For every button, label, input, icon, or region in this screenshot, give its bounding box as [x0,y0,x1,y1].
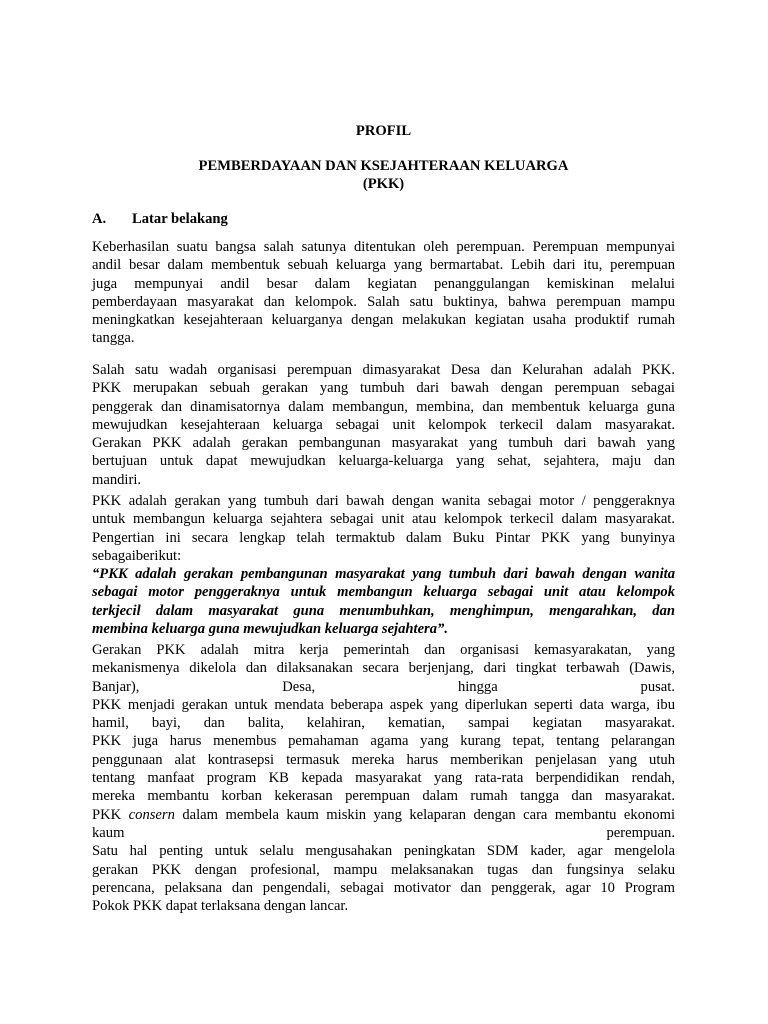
document-subtitle: PEMBERDAYAAN DAN KSEJAHTERAAN KELUARGA [198,158,569,174]
italic-term: consern [128,806,175,823]
paragraph-2 [92,361,675,489]
paragraph-line: mekanismenya dikelola dan dilaksanakan secara berjenjang, dari tingkat terbawah (Dawis, [92,660,675,677]
paragraph-line: PKK merupakan sebuah gerakan yang tumbuh dari bawah dengan perempuan sebagai [92,380,675,397]
paragraph-line: Satu hal penting untuk selalu mengusahakan peningkatan SDM kader, agar mengelola [92,843,675,860]
quote-line: membina keluarga guna mewujudkan keluarga sejahtera”. [92,621,448,638]
paragraph-line: Gerakan PKK adalah mitra kerja pemerintah dan organisasi kemasyarakatan, yang [92,642,675,658]
paragraph-line: Gerakan PKK adalah gerakan pembangunan masyarakat yang tumbuh dari bawah yang [92,435,675,452]
paragraph-line: mandiri. [92,471,142,488]
quote-line: “PKK adalah gerakan pembangunan masyarakat yang tumbuh dari bawah dengan wanita [92,566,675,583]
paragraph-line: pemberdayaan masyarakat dan kelompok. Salah satu buktinya, bahwa perempuan mampu [92,293,675,310]
paragraph-line: perencana, pelaksana dan pengendali, sebagai motivator dan penggerak, agar 10 Program [92,879,675,896]
paragraph-1 [92,238,675,348]
line-text: PKK [92,806,129,823]
section-heading [92,210,228,228]
document-subtitle-abbrev: (PKK) [362,176,405,192]
paragraph-line: tentang manfaat program KB kepada masyarakat yang rata-rata berpendidikan rendah, [92,770,675,787]
paragraph-line: juga mempunyai andil besar dalam kegiatan penanggulangan kemiskinan melalui [92,275,675,292]
paragraph-line: meningkatkan kesejahteraan keluarganya dengan melakukan kegiatan usaha produktif rumah [92,312,675,329]
paragraph-line: mereka membantu korban kekerasan perempuan dalam rumah tangga dan masyarakat. [92,788,675,805]
paragraph-line: bertujuan untuk dapat mewujudkan keluarga-keluarga yang sehat, sejahtera, maju dan [92,453,675,470]
paragraph-line [92,806,675,824]
paragraph-line: untuk membangun keluarga sejahtera sebagai unit atau kelompok terkecil dalam masyarakat. [92,511,675,528]
paragraph-line: andil besar dalam membentuk sebuah keluarga yang bermartabat. Lebih dari itu, perempuan [92,257,675,274]
paragraph-line: tangga. [92,330,135,347]
paragraph-line: penggerak dan dinamisatornya dalam membangun, membina, dan membentuk keluarga guna [92,398,675,415]
paragraph-line: Keberhasilan suatu bangsa salah satunya ditentukan oleh perempuan. Perempuan mempunyai [92,239,675,255]
paragraph-line: PKK juga harus menembus pemahaman agama yang kurang tepat, tentang pelarangan [92,733,675,750]
paragraph-4 [92,641,675,915]
paragraph-line: hamil, bayi, dan balita, kelahiran, kematian, sampai kegiatan masyarakat. [92,715,675,732]
section-title: Latar belakang [132,211,228,227]
paragraph-line: kaum perempuan. [92,824,675,841]
line-text: dalam membela kaum miskin yang kelaparan dengan cara membantu ekonomi [174,806,676,823]
paragraph-line: Salah satu wadah organisasi perempuan dimasyarakat Desa dan Kelurahan adalah PKK. [92,362,675,378]
quote-line: sebagai motor penggeraknya untuk membangun keluarga sebagai unit atau kelompok [92,584,675,601]
paragraph-line: PKK adalah gerakan yang tumbuh dari bawah dengan wanita sebagai motor / penggeraknya [92,493,675,509]
paragraph-line: sebagaiberikut: [92,547,182,564]
paragraph-line: Banjar), Desa, hingga pusat. [92,678,675,695]
paragraph-line: Pokok PKK dapat terlaksana dengan lancar. [92,898,349,915]
paragraph-line: Pengertian ini secara lengkap telah termaktub dalam Buku Pintar PKK yang bunyinya [92,529,675,546]
paragraph-line: mewujudkan kesejahteraan keluarga sebagai unit kelompok terkecil dalam masyarakat. [92,416,675,433]
paragraph-line: gerakan PKK dengan profesional, mampu melaksanakan tugas dan fungsinya selaku [92,861,675,878]
document-title: PROFIL [355,123,412,139]
paragraph-line: PKK menjadi gerakan untuk mendata beberapa aspek yang diperlukan seperti data warga, ibu [92,696,675,713]
section-number: A. [92,211,107,227]
paragraph-line: penggunaan alat kontrasepsi termasuk mereka harus memberikan penjelasan yang utuh [92,751,675,768]
paragraph-3 [92,492,675,638]
quote-line: terkjecil dalam masyarakat guna menumbuhkan, menghimpun, mengarahkan, dan [92,602,675,619]
